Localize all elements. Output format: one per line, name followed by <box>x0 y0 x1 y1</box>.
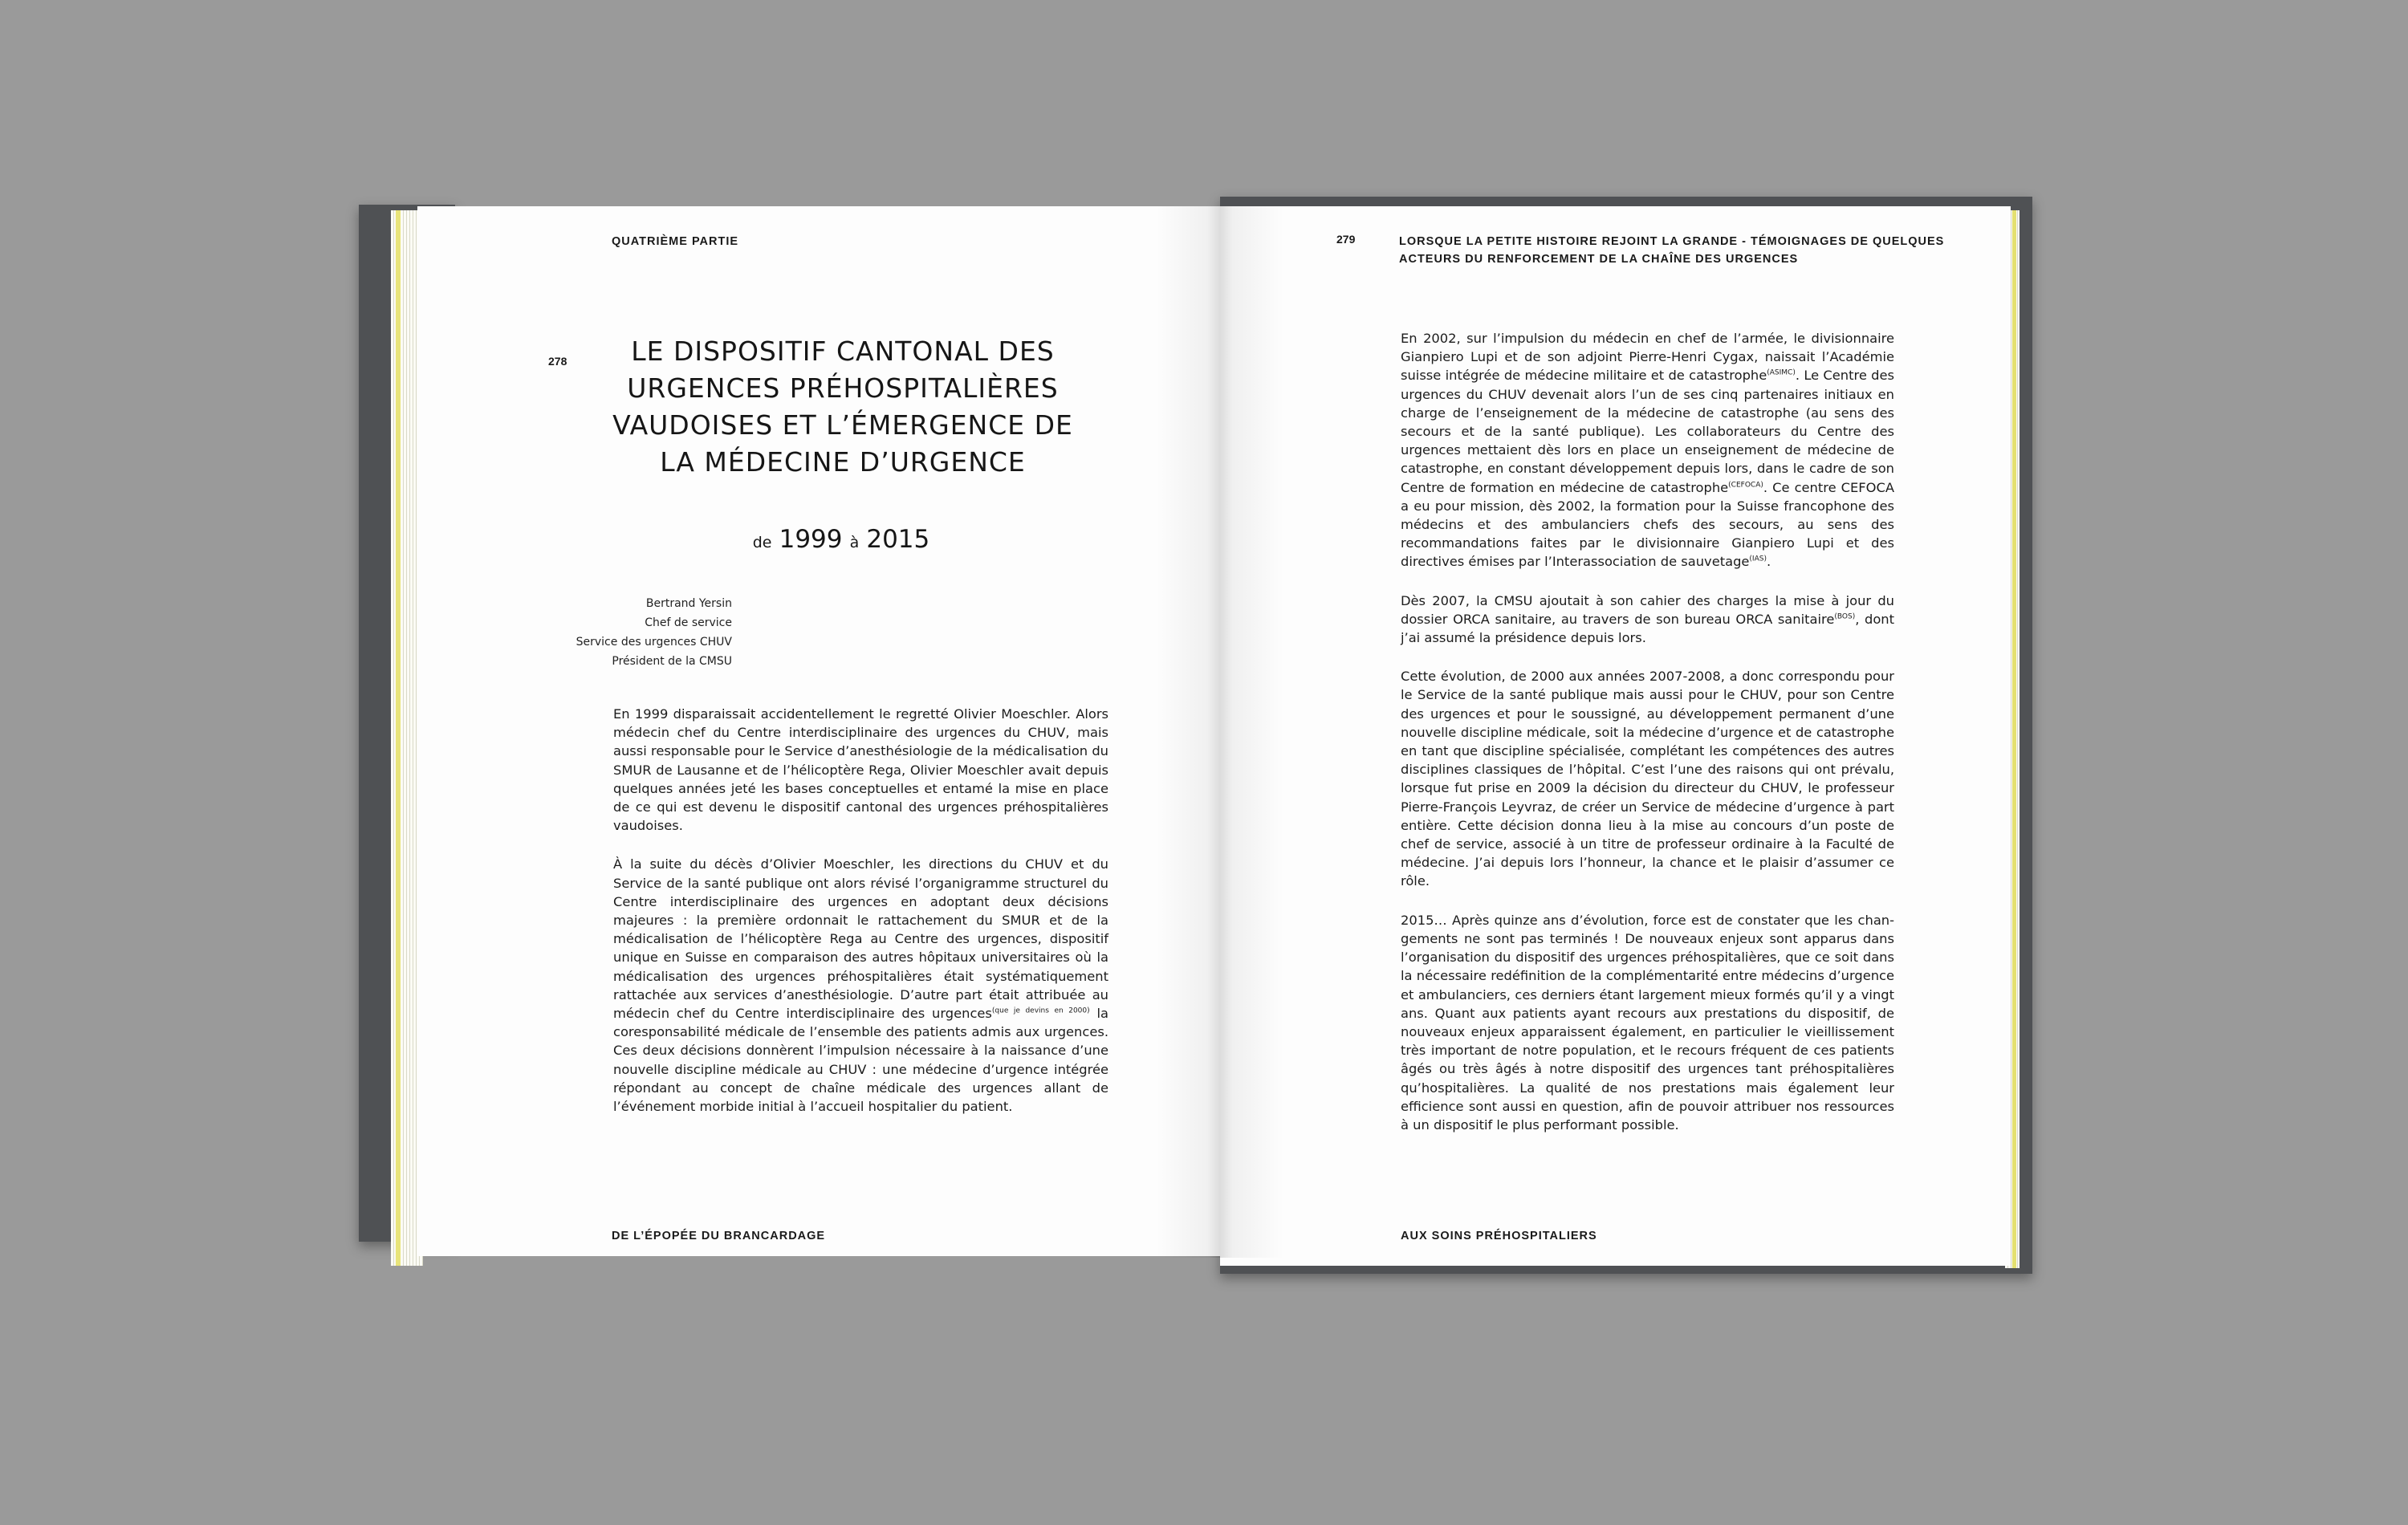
chapter-title: LE DISPOSITIF CANTONAL DES URGENCES PRÉHOSPITALIÈRES VAUDOISES ET L’ÉMERGENCE DE LA MÉDECINE D’URGENCE <box>612 336 1073 478</box>
left-body-text <box>613 705 1108 1136</box>
page-edge-yellow-left <box>396 210 401 1266</box>
footnote-note: (que je devins en 2000) <box>991 1007 1090 1015</box>
paragraph: 2015… Après quinze ans d’évolution, force est de constater que les changements ne sont pas terminés ! De nouveaux enjeux sont apparus dans l’organisation du dispositif des urgences préhospitalières, que ce soit dans la nécessaire redéfinition de la complémentarité entre médecins d’urgence et ambulanciers, ces derniers étant largement mieux formés qu’il y a vingt ans. Quant aux patients ayant recours aux prestations du dispositif, de nouveaux enjeux apparaissent également, en particulier le vieillissement très important de notre population, et le recours fréquent de ces patients âgés ou très âgés à notre dispositif des urgences tant préhospitalières qu’hospitalières. La qualité de nos prestations mais également leur efficience sont aussi en question, afin de pouvoir attribuer nos ressources à un dispositif le plus performant possible. <box>1401 912 1894 1133</box>
dates-from-year: 1999 <box>779 525 843 554</box>
right-running-head <box>1399 233 1944 268</box>
text-run: . Le Centre des urgences du CHUV devenait alors l’un de ses cinq partenaires initiaux en charge de l’enseignement de la médecine de catastrophe (au sens des secours et de la santé publique). Les collaborateurs du Centre des urgences mettaient dès lors en place un enseignement de médecine de catastrophe, en constant développement depuis lors, dans le cadre de son Centre de formation en médecine de catastrophe <box>1401 368 1894 495</box>
running-head-line: LORSQUE LA PETITE HISTOIRE REJOINT LA GRANDE - TÉMOIGNAGES DE QUELQUES <box>1399 235 1945 248</box>
text-run: Dès 2007, la CMSU ajoutait à son cahier des charges la mise à jour du dossier ORCA sanitaire, au travers de son bureau ORCA sanitaire <box>1401 592 1894 627</box>
right-body-text <box>1401 329 1894 1154</box>
paragraph <box>613 855 1108 1116</box>
text-run: , dont j’ai assumé la présidence depuis lors. <box>1401 611 1894 646</box>
paragraph <box>1401 329 1894 571</box>
footnote-note: (CEFOCA) <box>1728 481 1763 490</box>
text-run: À la suite du décès d’Olivier Moeschler, les directions du CHUV et du Service de la santé publique ont alors révisé l’organigramme structurel du Centre interdisciplinaire des urgences en adoptant deux décisions majeures : la première ordonnait le rattachement du SMUR et de la médicalisation de l’hélicoptère Rega au Centre des urgences, dispositif unique en Suisse en comparaison des autres hôpitaux universitaires où la médicalisation des urgences préhospitalières était systématiquement rattachée aux services d’anesthésiologie. D’autre part était attribuée au médecin chef du Centre interdisciplinaire des urgences <box>613 856 1108 1022</box>
paragraph: En 1999 disparaissait accidentellement le regretté Olivier Moeschler. Alors médecin chef du Centre interdisciplinaire des urgences du CHUV, mais aussi responsable pour le Service d’anesthésiologie de la médicalisation du SMUR de Lausanne et de l’hélicoptère Rega, Olivier Moeschler avait depuis quelques années jeté les bases conceptuelles et entamé la mise en place de ce qui est devenu le dispositif cantonal des urgences préhospitalières vaudoises. <box>613 706 1108 834</box>
author-title: Président de la CMSU <box>612 655 732 668</box>
chapter-dates <box>610 525 1076 554</box>
paragraph: Cette évolution, de 2000 aux années 2007-2008, a donc correspondu pour le Service de la santé publique mais aussi pour le CHUV, pour son Centre des urgences et pour le soussigné, au développement permanent d’une nouvelle discipline médicale, soit la médecine d’urgence et de catastrophe en tant que discipline spécialisée, complétant les compétences des autres disciplines classiques de l’hôpital. C’est l’une des raisons qui ont prévalu, lorsque fut prise en 2009 la décision du directeur du CHUV, le professeur Pierre-François Leyvraz, de créer un Service de médecine d’urgence à part entière. Cette décision donna lieu à la mise au concours d’un poste de chef de service, associé à un titre de professeur ordinaire à la Faculté de médecine. J’ai depuis lors l’honneur, la chance et le plaisir d’assumer ce rôle. <box>1401 669 1894 889</box>
author-name: Bertrand Yersin <box>645 597 732 610</box>
dates-to-word: à <box>849 534 860 551</box>
author-department: Service des urgences CHUV <box>576 636 732 649</box>
left-running-head: QUATRIÈME PARTIE <box>612 235 739 248</box>
right-footer: AUX SOINS PRÉHOSPITALIERS <box>1401 1230 1597 1242</box>
page-edge-yellow-right <box>2012 210 2016 1268</box>
footnote-note: (BOS) <box>1834 612 1856 621</box>
dates-from-word: de <box>752 534 772 551</box>
author-block <box>514 594 732 671</box>
text-run: la coresponsabilité médicale de l’ensemble des patients admis aux urgences. Ces deux décisions donnèrent l’impulsion nécessaire à la naissance d’une nouvelle discipline médicale au CHUV : une médecine d’urgence intégrée répondant au concept de chaîne médicale des urgences allant de l’événement morbide initial à l’accueil hospitalier du patient. <box>613 1006 1108 1115</box>
footnote-note: (IAS) <box>1749 555 1767 564</box>
text-run: En 2002, sur l’impulsion du médecin en chef de l’armée, le divisionnaire Gianpiero Lupi et de son adjoint Pierre-Henri Cygax, naissait l’Académie suisse intégrée de médecine militaire et de catastrophe <box>1401 331 1894 384</box>
paragraph <box>1401 592 1894 648</box>
author-role: Chef de service <box>645 616 732 629</box>
running-head-line: ACTEURS DU RENFORCEMENT DE LA CHAÎNE DES URGENCES <box>1399 253 1799 266</box>
text-run: . <box>1766 554 1771 570</box>
left-folio: 278 <box>548 355 567 368</box>
left-footer: DE L’ÉPOPÉE DU BRANCARDAGE <box>612 1230 826 1242</box>
text-run: . Ce centre CEFOCA a eu pour mission, dès 2002, la formation pour la Suisse francophone des médecins et des ambulanciers chefs des secours, au sens des recommandations faites par le divisionnaire Gianpiero Lupi et des directives émises par l’Interassociation de sauvetage <box>1401 479 1894 570</box>
dates-to-year: 2015 <box>866 525 930 554</box>
right-folio: 279 <box>1336 233 1356 246</box>
footnote-note: (ASIMC) <box>1767 368 1796 377</box>
